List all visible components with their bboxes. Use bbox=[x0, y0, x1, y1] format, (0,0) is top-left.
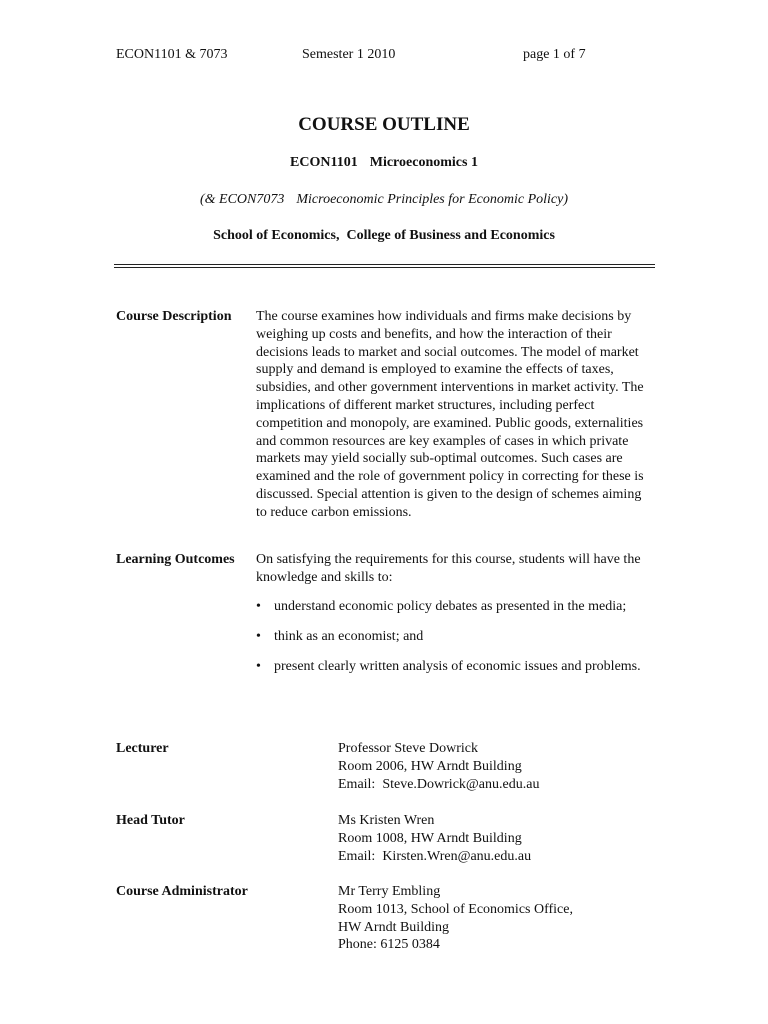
alt-course-code: (& ECON7073 bbox=[199, 192, 285, 207]
list-item-text: present clearly written analysis of economic issues and problems. bbox=[274, 658, 641, 674]
learning-outcomes-list bbox=[256, 598, 646, 675]
list-item-text: think as an economist; and bbox=[274, 628, 424, 644]
bullet-icon: • bbox=[256, 658, 261, 674]
header-course-codes: ECON1101 & 7073 bbox=[116, 47, 228, 62]
learning-outcomes-intro: On satisfying the requirements for this course, students will have the knowledge and skills to: bbox=[256, 552, 641, 585]
lecturer-label: Lecturer bbox=[116, 741, 169, 756]
divider-line bbox=[114, 264, 655, 265]
course-name: Microeconomics 1 bbox=[369, 155, 478, 170]
list-item bbox=[256, 598, 646, 616]
header-semester: Semester 1 2010 bbox=[302, 47, 396, 62]
bullet-icon: • bbox=[256, 599, 261, 614]
course-code-line bbox=[0, 154, 768, 172]
course-description-label: Course Description bbox=[116, 309, 232, 324]
lecturer-email: Email: Steve.Dowrick@anu.edu.au bbox=[338, 776, 540, 792]
course-administrator-details bbox=[338, 883, 573, 954]
head-tutor-email: Email: Kirsten.Wren@anu.edu.au bbox=[338, 848, 532, 864]
course-code: ECON1101 bbox=[290, 155, 358, 170]
head-tutor-label: Head Tutor bbox=[116, 813, 185, 828]
list-item bbox=[256, 658, 646, 676]
administrator-room: Room 1013, School of Economics Office, bbox=[338, 901, 573, 917]
alt-course-line bbox=[0, 191, 768, 209]
head-tutor-room: Room 1008, HW Arndt Building bbox=[338, 830, 522, 846]
lecturer-room: Room 2006, HW Arndt Building bbox=[338, 758, 522, 774]
administrator-building: HW Arndt Building bbox=[338, 919, 449, 935]
learning-outcomes-label: Learning Outcomes bbox=[116, 552, 235, 567]
head-tutor-details bbox=[338, 812, 531, 865]
administrator-phone: Phone: 6125 0384 bbox=[338, 937, 440, 953]
divider-line bbox=[114, 267, 655, 268]
bullet-icon: • bbox=[256, 628, 261, 644]
page-title: COURSE OUTLINE bbox=[298, 114, 470, 135]
alt-course-name: Microeconomic Principles for Economic Policy) bbox=[296, 192, 568, 207]
head-tutor-name: Ms Kristen Wren bbox=[338, 813, 435, 828]
administrator-name: Mr Terry Embling bbox=[338, 884, 441, 899]
header-page-number: page 1 of 7 bbox=[523, 47, 586, 62]
list-item bbox=[256, 628, 646, 646]
list-item-text: understand economic policy debates as presented in the media; bbox=[274, 599, 627, 614]
course-description-text: The course examines how individuals and firms make decisions by weighing up costs and benefits, and how the interaction of their decisions leads to market and social outcomes. The model of market supply and demand is employed to examine the effects of taxes, subsidies, and other government interventions in market activity. The implications of different market structures, including perfect competition and monopoly, are examined. Public goods, externalities and common resources are key examples of cases in which private markets may yield socially sub-optimal outcomes. Such cases are examined and the role of government policy in correcting for these is discussed. Special attention is given to the design of schemes aiming to reduce carbon emissions. bbox=[256, 309, 644, 520]
lecturer-name: Professor Steve Dowrick bbox=[338, 741, 478, 756]
lecturer-details bbox=[338, 740, 539, 793]
school-line: School of Economics, College of Business and Economics bbox=[213, 228, 555, 243]
course-administrator-label: Course Administrator bbox=[116, 884, 248, 899]
